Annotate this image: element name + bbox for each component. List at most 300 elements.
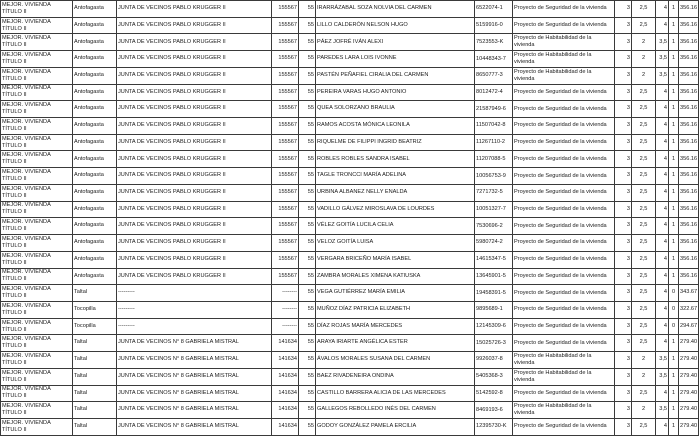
table-row — [1, 368, 699, 385]
cell-score-1: 3 — [615, 235, 632, 252]
cell-rut: 12145309-6 — [475, 318, 513, 335]
cell-number: 55 — [299, 84, 316, 101]
cell-group-code: 155567 — [272, 235, 299, 252]
cell-commune: Taltal — [73, 402, 117, 419]
cell-program-type: MEJOR. VIVIENDA TÍTULO II — [1, 1, 73, 18]
cell-score-3: 4 — [656, 201, 669, 218]
cell-score-1: 3 — [615, 318, 632, 335]
cell-rut: 19458391-5 — [475, 285, 513, 302]
cell-commune: Antofagasta — [73, 251, 117, 268]
cell-score-3: 4 — [656, 251, 669, 268]
cell-project-type: Proyecto de Seguridad de la vivienda — [513, 285, 615, 302]
cell-rut: 9895689-1 — [475, 301, 513, 318]
cell-number: 55 — [299, 67, 316, 84]
cell-group-code: 155567 — [272, 1, 299, 18]
cell-program-type: MEJOR. VIVIENDA TÍTULO II — [1, 17, 73, 34]
cell-score-2: 2,5 — [632, 335, 656, 352]
cell-score-1: 3 — [615, 352, 632, 369]
cell-score-4: 1 — [669, 335, 679, 352]
cell-commune: Antofagasta — [73, 218, 117, 235]
cell-score-4: 0 — [669, 318, 679, 335]
cell-score-4: 1 — [669, 1, 679, 18]
cell-group-code: 155567 — [272, 84, 299, 101]
cell-total: 279.40 — [679, 402, 699, 419]
cell-score-1: 3 — [615, 201, 632, 218]
cell-program-type: MEJOR. VIVIENDA TÍTULO II — [1, 418, 73, 435]
cell-group-name: --------- — [117, 301, 272, 318]
cell-score-4: 0 — [669, 285, 679, 302]
cell-total: 279.40 — [679, 418, 699, 435]
cell-project-type: Proyecto de Seguridad de la vivienda — [513, 134, 615, 151]
cell-score-4: 1 — [669, 418, 679, 435]
cell-number: 55 — [299, 235, 316, 252]
table-row — [1, 184, 699, 201]
cell-group-name: JUNTA DE VECINOS PABLO KRUGGER II — [117, 118, 272, 135]
cell-group-code: 155567 — [272, 168, 299, 185]
cell-score-2: 2,5 — [632, 151, 656, 168]
cell-project-type: Proyecto de Seguridad de la vivienda — [513, 268, 615, 285]
cell-score-1: 3 — [615, 402, 632, 419]
cell-program-type: MEJOR. VIVIENDA TÍTULO II — [1, 67, 73, 84]
table-row — [1, 301, 699, 318]
cell-group-code: 155567 — [272, 251, 299, 268]
cell-commune: Antofagasta — [73, 151, 117, 168]
cell-group-code: -------- — [272, 318, 299, 335]
cell-score-1: 3 — [615, 101, 632, 118]
cell-score-1: 3 — [615, 168, 632, 185]
cell-number: 55 — [299, 1, 316, 18]
cell-score-2: 2,5 — [632, 418, 656, 435]
cell-rut: 11267110-2 — [475, 134, 513, 151]
cell-score-4: 1 — [669, 184, 679, 201]
cell-score-4: 1 — [669, 251, 679, 268]
cell-number: 55 — [299, 352, 316, 369]
cell-score-2: 2,5 — [632, 118, 656, 135]
cell-score-3: 4 — [656, 235, 669, 252]
cell-rut: 14615347-5 — [475, 251, 513, 268]
cell-beneficiary-name: ROBLES ROBLES SANDRA ISABEL — [316, 151, 475, 168]
cell-score-3: 4 — [656, 118, 669, 135]
cell-commune: Antofagasta — [73, 268, 117, 285]
cell-score-1: 3 — [615, 151, 632, 168]
cell-number: 55 — [299, 368, 316, 385]
cell-total: 356.16 — [679, 134, 699, 151]
cell-program-type: MEJOR. VIVIENDA TÍTULO II — [1, 235, 73, 252]
cell-program-type: MEJOR. VIVIENDA TÍTULO II — [1, 318, 73, 335]
cell-program-type: MEJOR. VIVIENDA TÍTULO II — [1, 201, 73, 218]
cell-score-2: 2,5 — [632, 101, 656, 118]
cell-beneficiary-name: MUÑOZ DÍAZ PATRICIA ELIZABETH — [316, 301, 475, 318]
cell-total: 279.40 — [679, 385, 699, 402]
cell-beneficiary-name: VEGA GUTIÉRREZ MARÍA EMILIA — [316, 285, 475, 302]
cell-program-type: MEJOR. VIVIENDA TÍTULO II — [1, 84, 73, 101]
cell-total: 356.16 — [679, 268, 699, 285]
cell-commune: Tocopilla — [73, 301, 117, 318]
cell-rut: 9926037-8 — [475, 352, 513, 369]
cell-number: 55 — [299, 402, 316, 419]
cell-total: 356.16 — [679, 201, 699, 218]
cell-beneficiary-name: VERGARA BRICEÑO MARÍA ISABEL — [316, 251, 475, 268]
cell-score-1: 3 — [615, 335, 632, 352]
cell-program-type: MEJOR. VIVIENDA TÍTULO II — [1, 168, 73, 185]
cell-number: 55 — [299, 118, 316, 135]
cell-group-code: 155567 — [272, 151, 299, 168]
cell-project-type: Proyecto de Seguridad de la vivienda — [513, 1, 615, 18]
cell-program-type: MEJOR. VIVIENDA TÍTULO II — [1, 268, 73, 285]
cell-total: 279.40 — [679, 368, 699, 385]
table-row — [1, 402, 699, 419]
table-row — [1, 168, 699, 185]
cell-rut: 7523553-K — [475, 34, 513, 51]
cell-score-1: 3 — [615, 134, 632, 151]
cell-program-type: MEJOR. VIVIENDA TÍTULO II — [1, 118, 73, 135]
cell-total: 356.16 — [679, 67, 699, 84]
cell-score-4: 1 — [669, 134, 679, 151]
cell-commune: Antofagasta — [73, 67, 117, 84]
cell-commune: Antofagasta — [73, 201, 117, 218]
cell-total: 356.16 — [679, 51, 699, 68]
cell-total: 356.16 — [679, 218, 699, 235]
cell-score-2: 2,5 — [632, 201, 656, 218]
cell-program-type: MEJOR. VIVIENDA TÍTULO II — [1, 184, 73, 201]
cell-score-4: 1 — [669, 201, 679, 218]
cell-beneficiary-name: QUEA SOLORZANO BRAULIA — [316, 101, 475, 118]
cell-score-4: 1 — [669, 352, 679, 369]
cell-score-1: 3 — [615, 368, 632, 385]
table-row — [1, 134, 699, 151]
cell-group-code: 141634 — [272, 352, 299, 369]
cell-score-4: 1 — [669, 101, 679, 118]
cell-program-type: MEJOR. VIVIENDA TÍTULO II — [1, 285, 73, 302]
cell-score-3: 4 — [656, 151, 669, 168]
cell-group-code: 141634 — [272, 402, 299, 419]
cell-group-code: 141634 — [272, 385, 299, 402]
cell-commune: Taltal — [73, 418, 117, 435]
cell-commune: Antofagasta — [73, 134, 117, 151]
cell-group-name: JUNTA DE VECINOS PABLO KRUGGER II — [117, 84, 272, 101]
cell-commune: Tocopilla — [73, 318, 117, 335]
cell-program-type: MEJOR. VIVIENDA TÍTULO II — [1, 51, 73, 68]
cell-rut: 21587949-6 — [475, 101, 513, 118]
cell-group-name: --------- — [117, 318, 272, 335]
cell-rut: 5405368-3 — [475, 368, 513, 385]
cell-beneficiary-name: ARAYA IRIARTE ANGÉLICA ESTER — [316, 335, 475, 352]
cell-commune: Antofagasta — [73, 184, 117, 201]
cell-beneficiary-name: PÁEZ JOFRÉ IVÁN ALEXI — [316, 34, 475, 51]
table-row — [1, 118, 699, 135]
cell-project-type: Proyecto de Seguridad de la vivienda — [513, 418, 615, 435]
cell-project-type: Proyecto de Habitabilidad de la vivienda — [513, 67, 615, 84]
cell-total: 322.67 — [679, 301, 699, 318]
cell-score-3: 4 — [656, 218, 669, 235]
cell-group-code: 155567 — [272, 134, 299, 151]
cell-score-2: 2,5 — [632, 268, 656, 285]
cell-rut: 8469193-6 — [475, 402, 513, 419]
cell-score-2: 2 — [632, 368, 656, 385]
cell-score-2: 2 — [632, 352, 656, 369]
cell-group-code: 155567 — [272, 118, 299, 135]
cell-number: 55 — [299, 285, 316, 302]
table-row — [1, 318, 699, 335]
cell-group-name: JUNTA DE VECINOS PABLO KRUGGER II — [117, 218, 272, 235]
cell-commune: Antofagasta — [73, 235, 117, 252]
cell-program-type: MEJOR. VIVIENDA TÍTULO II — [1, 301, 73, 318]
cell-score-4: 1 — [669, 151, 679, 168]
table-row — [1, 34, 699, 51]
cell-group-name: JUNTA DE VECINOS PABLO KRUGGER II — [117, 184, 272, 201]
cell-beneficiary-name: TAGLE TRONCCI MARÍA ADELINA — [316, 168, 475, 185]
cell-rut: 5980724-2 — [475, 235, 513, 252]
cell-score-4: 1 — [669, 235, 679, 252]
cell-program-type: MEJOR. VIVIENDA TÍTULO II — [1, 34, 73, 51]
cell-project-type: Proyecto de Seguridad de la vivienda — [513, 201, 615, 218]
cell-score-3: 4 — [656, 285, 669, 302]
cell-score-1: 3 — [615, 301, 632, 318]
cell-group-name: JUNTA DE VECINOS PABLO KRUGGER II — [117, 67, 272, 84]
cell-group-code: 155567 — [272, 268, 299, 285]
cell-group-code: -------- — [272, 301, 299, 318]
cell-project-type: Proyecto de Habitabilidad de la vivienda — [513, 402, 615, 419]
cell-score-2: 2,5 — [632, 168, 656, 185]
cell-rut: 5142592-8 — [475, 385, 513, 402]
cell-number: 55 — [299, 151, 316, 168]
cell-commune: Taltal — [73, 335, 117, 352]
cell-number: 55 — [299, 201, 316, 218]
cell-rut: 11207088-5 — [475, 151, 513, 168]
cell-group-name: --------- — [117, 285, 272, 302]
cell-score-1: 3 — [615, 218, 632, 235]
cell-score-1: 3 — [615, 118, 632, 135]
table-row — [1, 235, 699, 252]
cell-project-type: Proyecto de Seguridad de la vivienda — [513, 118, 615, 135]
cell-number: 55 — [299, 251, 316, 268]
cell-score-2: 2,5 — [632, 251, 656, 268]
cell-group-name: JUNTA DE VECINOS N° 8 GABRIELA MISTRAL — [117, 402, 272, 419]
cell-score-4: 1 — [669, 34, 679, 51]
cell-project-type: Proyecto de Seguridad de la vivienda — [513, 251, 615, 268]
cell-project-type: Proyecto de Seguridad de la vivienda — [513, 101, 615, 118]
cell-program-type: MEJOR. VIVIENDA TÍTULO II — [1, 402, 73, 419]
cell-score-2: 2,5 — [632, 235, 656, 252]
cell-program-type: MEJOR. VIVIENDA TÍTULO II — [1, 151, 73, 168]
cell-commune: Antofagasta — [73, 51, 117, 68]
cell-rut: 12395730-K — [475, 418, 513, 435]
cell-number: 55 — [299, 218, 316, 235]
cell-group-code: 155567 — [272, 67, 299, 84]
cell-total: 356.16 — [679, 34, 699, 51]
cell-group-code: 141634 — [272, 335, 299, 352]
cell-score-1: 3 — [615, 251, 632, 268]
cell-group-name: JUNTA DE VECINOS N° 8 GABRIELA MISTRAL — [117, 352, 272, 369]
cell-group-code: 141634 — [272, 418, 299, 435]
cell-project-type: Proyecto de Habitabilidad de la vivienda — [513, 51, 615, 68]
cell-score-3: 4 — [656, 84, 669, 101]
cell-group-code: 155567 — [272, 17, 299, 34]
cell-rut: 10448343-7 — [475, 51, 513, 68]
table-row — [1, 17, 699, 34]
cell-score-4: 1 — [669, 17, 679, 34]
cell-score-1: 3 — [615, 67, 632, 84]
cell-beneficiary-name: DÍAZ ROJAS MARÍA MERCEDES — [316, 318, 475, 335]
cell-commune: Antofagasta — [73, 1, 117, 18]
cell-rut: 8650777-3 — [475, 67, 513, 84]
cell-score-4: 1 — [669, 268, 679, 285]
cell-project-type: Proyecto de Seguridad de la vivienda — [513, 17, 615, 34]
cell-group-name: JUNTA DE VECINOS PABLO KRUGGER II — [117, 51, 272, 68]
cell-number: 55 — [299, 134, 316, 151]
cell-rut: 7271732-5 — [475, 184, 513, 201]
cell-group-name: JUNTA DE VECINOS PABLO KRUGGER II — [117, 101, 272, 118]
cell-beneficiary-name: CASTILLO BARRERA ALICIA DE LAS MERCEDES — [316, 385, 475, 402]
cell-score-1: 3 — [615, 268, 632, 285]
cell-total: 356.16 — [679, 184, 699, 201]
cell-score-3: 4 — [656, 184, 669, 201]
cell-score-3: 4 — [656, 318, 669, 335]
cell-group-name: JUNTA DE VECINOS PABLO KRUGGER II — [117, 151, 272, 168]
cell-beneficiary-name: VADILLO GÁLVEZ MIROSLAVA DE LOURDES — [316, 201, 475, 218]
cell-total: 356.16 — [679, 235, 699, 252]
cell-group-code: 155567 — [272, 184, 299, 201]
cell-beneficiary-name: GODOY GONZÁLEZ PAMELA ERCILIA — [316, 418, 475, 435]
cell-total: 294.67 — [679, 318, 699, 335]
cell-score-2: 2,5 — [632, 184, 656, 201]
cell-group-code: 155567 — [272, 34, 299, 51]
cell-total: 356.16 — [679, 1, 699, 18]
cell-program-type: MEJOR. VIVIENDA TÍTULO II — [1, 385, 73, 402]
cell-total: 356.16 — [679, 151, 699, 168]
cell-number: 55 — [299, 17, 316, 34]
cell-project-type: Proyecto de Seguridad de la vivienda — [513, 235, 615, 252]
table-row — [1, 84, 699, 101]
cell-score-4: 1 — [669, 118, 679, 135]
cell-score-2: 2,5 — [632, 17, 656, 34]
table-row — [1, 251, 699, 268]
table-row — [1, 151, 699, 168]
cell-score-2: 2,5 — [632, 318, 656, 335]
cell-number: 55 — [299, 335, 316, 352]
cell-total: 279.40 — [679, 352, 699, 369]
cell-total: 356.16 — [679, 168, 699, 185]
table-row — [1, 201, 699, 218]
cell-score-2: 2,5 — [632, 84, 656, 101]
cell-score-3: 3,5 — [656, 352, 669, 369]
cell-program-type: MEJOR. VIVIENDA TÍTULO II — [1, 101, 73, 118]
cell-score-1: 3 — [615, 84, 632, 101]
cell-score-1: 3 — [615, 418, 632, 435]
cell-group-name: JUNTA DE VECINOS PABLO KRUGGER II — [117, 17, 272, 34]
cell-score-3: 3,5 — [656, 402, 669, 419]
cell-group-name: JUNTA DE VECINOS N° 8 GABRIELA MISTRAL — [117, 385, 272, 402]
cell-beneficiary-name: IRARRÁZABAL SOZA NOLVIA DEL CARMEN — [316, 1, 475, 18]
cell-score-4: 1 — [669, 218, 679, 235]
cell-beneficiary-name: URBINA ALBANEZ NELLY ENALDA — [316, 184, 475, 201]
cell-score-4: 1 — [669, 402, 679, 419]
cell-number: 55 — [299, 318, 316, 335]
cell-project-type: Proyecto de Seguridad de la vivienda — [513, 151, 615, 168]
cell-number: 55 — [299, 184, 316, 201]
cell-rut: 6522074-1 — [475, 1, 513, 18]
cell-project-type: Proyecto de Seguridad de la vivienda — [513, 335, 615, 352]
cell-score-4: 1 — [669, 385, 679, 402]
cell-commune: Taltal — [73, 385, 117, 402]
cell-score-2: 2,5 — [632, 385, 656, 402]
cell-project-type: Proyecto de Seguridad de la vivienda — [513, 301, 615, 318]
cell-score-3: 4 — [656, 168, 669, 185]
cell-score-2: 2 — [632, 402, 656, 419]
cell-number: 55 — [299, 34, 316, 51]
cell-rut: 11507042-8 — [475, 118, 513, 135]
cell-score-3: 4 — [656, 385, 669, 402]
cell-group-code: 155567 — [272, 201, 299, 218]
cell-score-3: 4 — [656, 1, 669, 18]
cell-project-type: Proyecto de Habitabilidad de la vivienda — [513, 34, 615, 51]
table-row — [1, 51, 699, 68]
cell-program-type: MEJOR. VIVIENDA TÍTULO II — [1, 251, 73, 268]
cell-score-4: 1 — [669, 51, 679, 68]
cell-beneficiary-name: PAREDES LARA LOIS IVONNE — [316, 51, 475, 68]
cell-group-code: 155567 — [272, 218, 299, 235]
cell-score-2: 2,5 — [632, 301, 656, 318]
cell-score-2: 2,5 — [632, 218, 656, 235]
table-row — [1, 218, 699, 235]
cell-group-code: -------- — [272, 285, 299, 302]
cell-score-4: 1 — [669, 84, 679, 101]
cell-score-4: 0 — [669, 301, 679, 318]
cell-program-type: MEJOR. VIVIENDA TÍTULO II — [1, 335, 73, 352]
cell-group-name: JUNTA DE VECINOS PABLO KRUGGER II — [117, 251, 272, 268]
cell-group-name: JUNTA DE VECINOS N° 8 GABRIELA MISTRAL — [117, 418, 272, 435]
cell-score-3: 4 — [656, 101, 669, 118]
cell-program-type: MEJOR. VIVIENDA TÍTULO II — [1, 368, 73, 385]
cell-commune: Antofagasta — [73, 168, 117, 185]
cell-group-name: JUNTA DE VECINOS PABLO KRUGGER II — [117, 235, 272, 252]
table-row — [1, 268, 699, 285]
cell-commune: Taltal — [73, 368, 117, 385]
cell-score-2: 2 — [632, 51, 656, 68]
cell-score-1: 3 — [615, 17, 632, 34]
cell-score-1: 3 — [615, 1, 632, 18]
cell-total: 356.16 — [679, 118, 699, 135]
cell-score-2: 2,5 — [632, 285, 656, 302]
cell-project-type: Proyecto de Habitabilidad de la vivienda — [513, 352, 615, 369]
cell-total: 356.16 — [679, 251, 699, 268]
cell-total: 356.16 — [679, 17, 699, 34]
cell-rut: 13645901-5 — [475, 268, 513, 285]
cell-beneficiary-name: RAMOS ACOSTA MÓNICA LEONILA — [316, 118, 475, 135]
table-row — [1, 418, 699, 435]
cell-number: 55 — [299, 418, 316, 435]
cell-group-name: JUNTA DE VECINOS PABLO KRUGGER II — [117, 134, 272, 151]
cell-score-3: 4 — [656, 301, 669, 318]
cell-number: 55 — [299, 385, 316, 402]
cell-score-3: 3,5 — [656, 368, 669, 385]
cell-rut: 10051327-7 — [475, 201, 513, 218]
cell-score-3: 4 — [656, 17, 669, 34]
cell-rut: 10056753-9 — [475, 168, 513, 185]
cell-commune: Antofagasta — [73, 34, 117, 51]
cell-group-code: 155567 — [272, 51, 299, 68]
cell-beneficiary-name: VELOZ GOITÍA LUISA — [316, 235, 475, 252]
cell-project-type: Proyecto de Seguridad de la vivienda — [513, 84, 615, 101]
table-row — [1, 1, 699, 18]
cell-commune: Antofagasta — [73, 17, 117, 34]
cell-project-type: Proyecto de Seguridad de la vivienda — [513, 168, 615, 185]
cell-group-name: JUNTA DE VECINOS N° 8 GABRIELA MISTRAL — [117, 335, 272, 352]
cell-project-type: Proyecto de Seguridad de la vivienda — [513, 184, 615, 201]
cell-beneficiary-name: ÁVALOS MORALES SUSANA DEL CARMEN — [316, 352, 475, 369]
cell-number: 55 — [299, 268, 316, 285]
cell-number: 55 — [299, 168, 316, 185]
